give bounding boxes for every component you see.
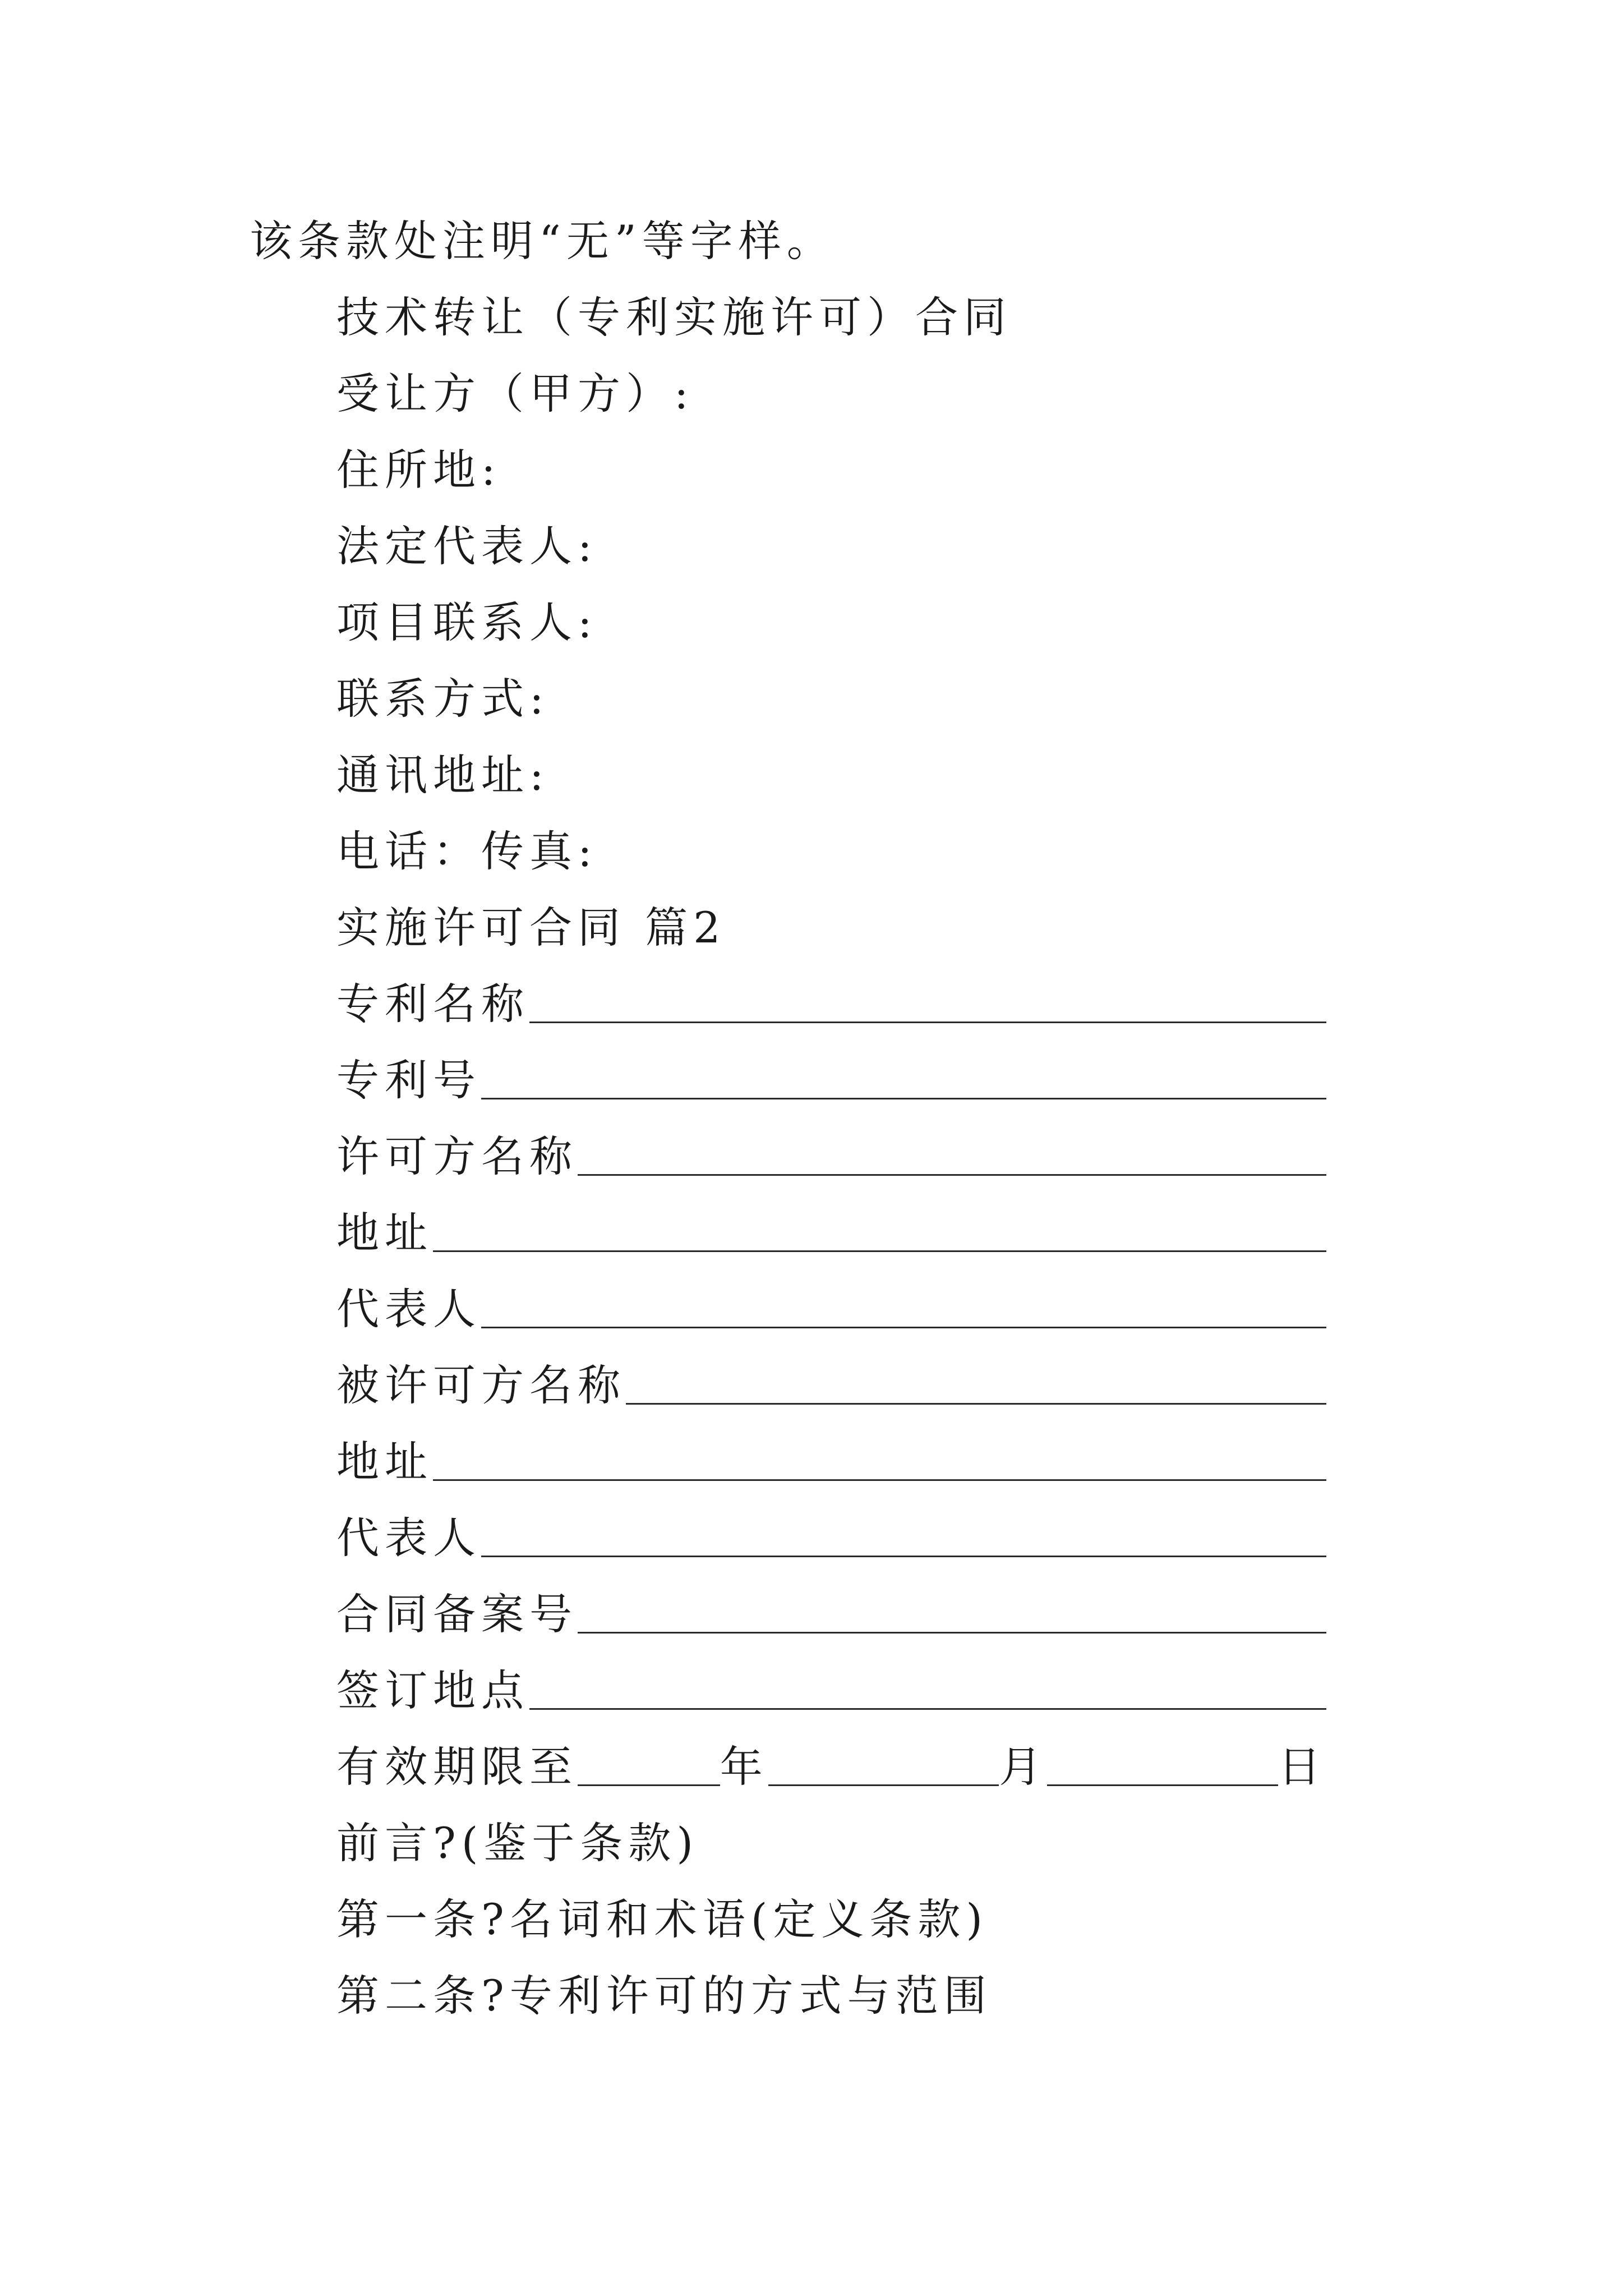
month-fill-line — [768, 1784, 999, 1786]
filing-number-field — [336, 1586, 1326, 1642]
fill-line — [626, 1402, 1326, 1405]
fill-line — [578, 1631, 1326, 1634]
licensee-rep-field — [336, 1510, 1326, 1566]
day-fill-line — [1047, 1784, 1278, 1786]
licensee-address-field — [336, 1434, 1326, 1490]
fill-line — [481, 1555, 1326, 1557]
patent-number-field — [336, 1052, 1326, 1108]
contact-method-label: 联系方式: — [336, 674, 550, 724]
fill-line — [481, 1326, 1326, 1328]
party-a-label: 受让方（甲方）: — [336, 369, 694, 418]
licensee-name-field — [336, 1358, 1326, 1414]
field-label: 地址 — [336, 1208, 433, 1258]
field-label: 合同备案号 — [336, 1589, 578, 1639]
licensor-address-field — [336, 1205, 1326, 1261]
phone-fax-label: 电话：传真: — [336, 826, 598, 876]
mailing-address-label: 通讯地址: — [336, 750, 550, 800]
year-fill-line — [578, 1784, 720, 1786]
field-label: 地址 — [336, 1437, 433, 1487]
field-label: 专利号 — [336, 1055, 481, 1105]
fill-line — [433, 1250, 1326, 1252]
field-label: 代表人 — [336, 1513, 481, 1563]
day-label: 日 — [1278, 1742, 1326, 1792]
fill-line — [529, 1021, 1326, 1023]
field-label: 代表人 — [336, 1284, 481, 1334]
fill-line — [433, 1479, 1326, 1481]
section-heading: 实施许可合同 篇2 — [336, 903, 726, 953]
fill-line — [529, 1708, 1326, 1710]
validity-label: 有效期限至 — [336, 1742, 578, 1792]
contract-title: 技术转让（专利实施许可）合同 — [336, 292, 1012, 342]
project-contact-label: 项目联系人: — [336, 597, 598, 647]
clause-preamble: 前言?(鉴于条款) — [336, 1818, 699, 1868]
clause-article-1: 第一条?名词和术语(定义条款) — [336, 1894, 989, 1944]
fill-line — [481, 1097, 1326, 1099]
legal-rep-label: 法定代表人: — [336, 521, 598, 571]
field-label: 签订地点 — [336, 1665, 529, 1715]
patent-name-field — [336, 976, 1326, 1032]
text-line: 该条款处注明“无”等字样。 — [250, 216, 835, 266]
month-label: 月 — [999, 1742, 1048, 1792]
field-label: 专利名称 — [336, 979, 529, 1029]
validity-date-field — [336, 1739, 1326, 1795]
year-label: 年 — [720, 1742, 768, 1792]
licensor-rep-field — [336, 1281, 1326, 1337]
clause-article-2: 第二条?专利许可的方式与范围 — [336, 1971, 992, 2021]
residence-label: 住所地: — [336, 445, 501, 495]
signing-place-field — [336, 1663, 1326, 1719]
field-label: 许可方名称 — [336, 1131, 578, 1181]
fill-line — [578, 1174, 1326, 1176]
field-label: 被许可方名称 — [336, 1360, 626, 1410]
licensor-name-field — [336, 1129, 1326, 1185]
